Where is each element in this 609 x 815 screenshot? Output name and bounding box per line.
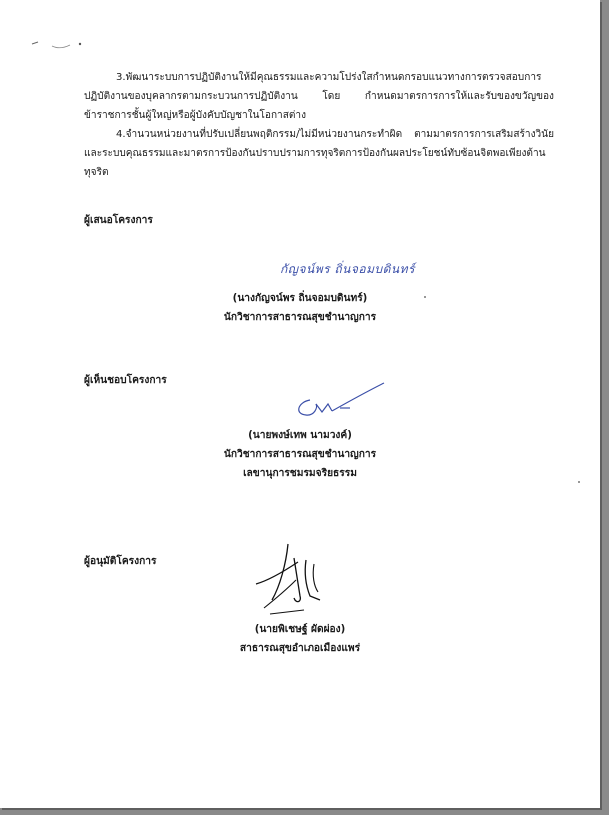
agree-position: นักวิชาการสาธารณสุขชำนาญการ (223, 449, 377, 460)
paragraph-item-4: 4.จำนวนหน่วยงานที่ปรับเปลี่ยนพฤติกรรม/ไม่มีหน่วยงานกระทำผิด ตามมาตรการการเสริมสร้างวินัยและระบบคุณธรรมและมาตรการป้องกันปราบปรามการทุจริตการป้องกันผลประโยชน์ทับซ้อนจิตพอเพียงต้านทุจริต (84, 129, 554, 178)
paragraph-item-3: 3.พัฒนาระบบการปฏิบัติงานให้มีคุณธรรมและความโปร่งใสกำหนดกรอบแนวทางการตรวจสอบการปฏิบัติงานของบุคลากรตามกระบวนการปฏิบัติงาน โดย กำหนดมาตรการการให้และรับของขวัญของข้าราชการชั้นผู้ใหญ่หรือผู้บังคับบัญชาในโอกาสต่าง (84, 72, 554, 121)
approver-position: สาธารณสุขอำเภอเมืองแพร่ (239, 643, 361, 654)
approver-name: (นายพิเชษฐ์ ผัดผ่อง) (254, 624, 346, 635)
agree-signature-image (288, 378, 388, 420)
proposer-block (0, 289, 600, 327)
approver-heading: ผู้อนุมัติโครงการ (84, 556, 157, 567)
agree-heading: ผู้เห็นชอบโครงการ (84, 375, 167, 386)
agree-role: เลขานุการชมรมจริยธรรม (243, 468, 357, 479)
agree-name: (นายพงษ์เทพ นามวงค์) (248, 430, 352, 441)
approver-block (0, 620, 600, 658)
agree-block (0, 426, 600, 483)
proposer-signature-script: กัญจน์พร ถิ่นจอมบดินทร์ (280, 262, 415, 276)
proposer-signature (280, 258, 460, 284)
proposer-heading: ผู้เสนอโครงการ (84, 215, 153, 226)
proposer-position: นักวิชาการสาธารณสุขชำนาญการ (223, 312, 377, 323)
scan-artifact-mark (30, 36, 90, 52)
proposer-name: (นางกัญจน์พร ถิ่นจอมบดินทร์) (232, 293, 368, 304)
approver-signature-image (250, 540, 340, 620)
